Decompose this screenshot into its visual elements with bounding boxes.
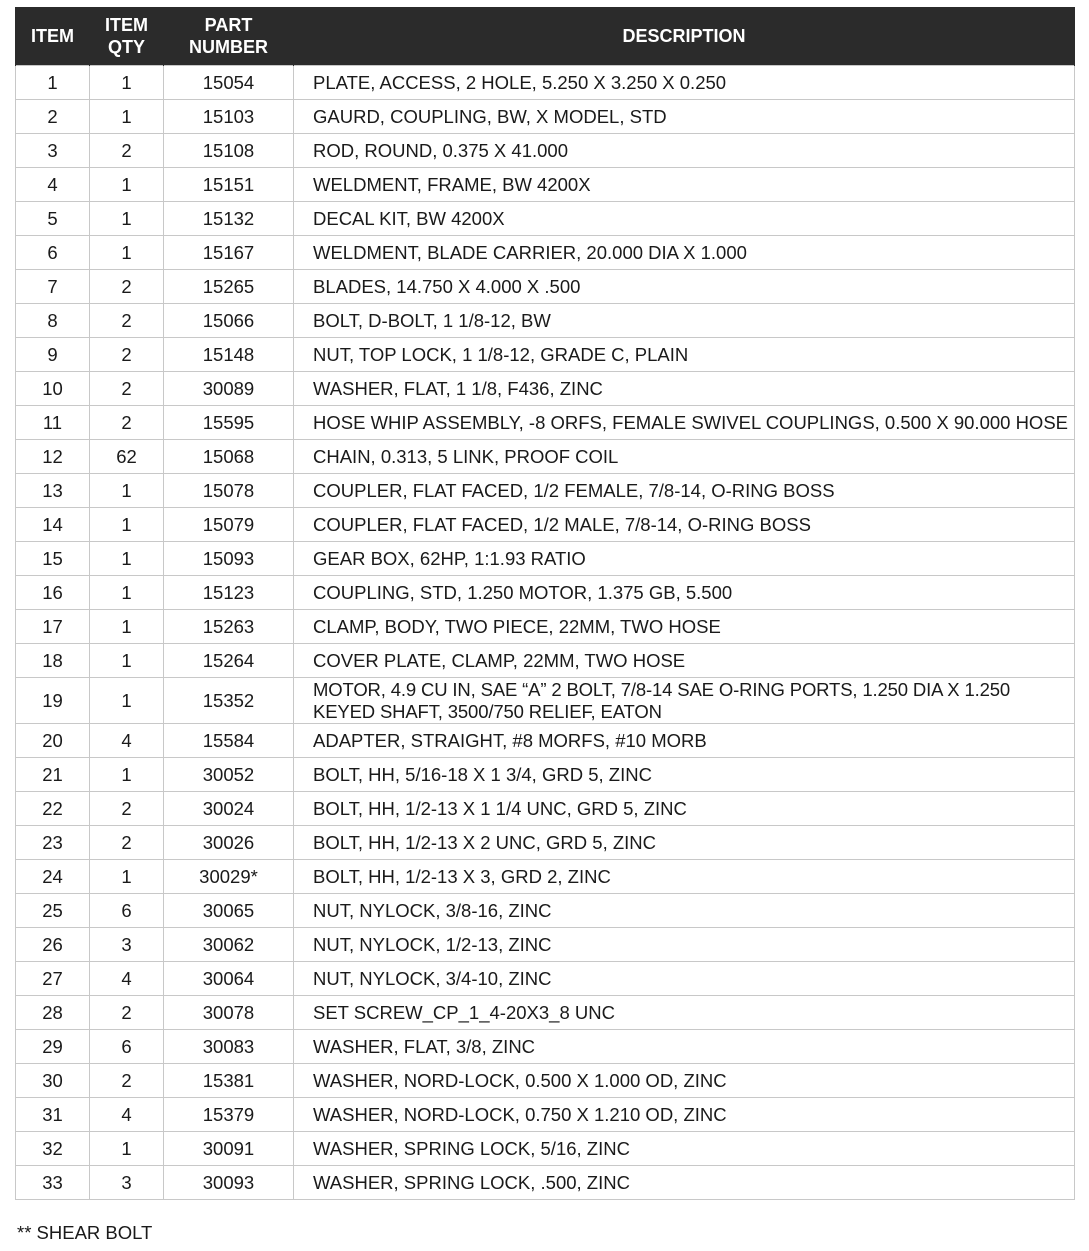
description-cell: COUPLER, FLAT FACED, 1/2 MALE, 7/8-14, O-RING BOSS (294, 508, 1075, 542)
table-row (16, 724, 1075, 758)
item-qty-cell: 1 (90, 474, 164, 508)
description-cell: PLATE, ACCESS, 2 HOLE, 5.250 X 3.250 X 0.250 (294, 66, 1075, 100)
item-qty-cell: 1 (90, 202, 164, 236)
part-number-cell: 30026 (164, 826, 294, 860)
item-number-cell: 10 (16, 372, 90, 406)
description-cell: BOLT, HH, 1/2-13 X 1 1/4 UNC, GRD 5, ZINC (294, 792, 1075, 826)
item-number-cell: 25 (16, 894, 90, 928)
item-number-cell: 6 (16, 236, 90, 270)
item-number-cell: 26 (16, 928, 90, 962)
item-qty-cell: 2 (90, 826, 164, 860)
item-qty-cell: 1 (90, 542, 164, 576)
item-number-cell: 21 (16, 758, 90, 792)
part-number-cell: 15066 (164, 304, 294, 338)
description-cell: BOLT, HH, 5/16-18 X 1 3/4, GRD 5, ZINC (294, 758, 1075, 792)
description-cell: WASHER, FLAT, 1 1/8, F436, ZINC (294, 372, 1075, 406)
table-row (16, 1132, 1075, 1166)
description-cell: BOLT, HH, 1/2-13 X 2 UNC, GRD 5, ZINC (294, 826, 1075, 860)
item-number-cell: 14 (16, 508, 90, 542)
description-cell: WASHER, SPRING LOCK, .500, ZINC (294, 1166, 1075, 1200)
footnote: ** SHEAR BOLT (17, 1222, 153, 1243)
item-qty-cell: 1 (90, 236, 164, 270)
part-number-cell: 15167 (164, 236, 294, 270)
description-cell: CLAMP, BODY, TWO PIECE, 22MM, TWO HOSE (294, 610, 1075, 644)
description-cell: WASHER, NORD-LOCK, 0.750 X 1.210 OD, ZINC (294, 1098, 1075, 1132)
header-description: DESCRIPTION (294, 7, 1075, 66)
item-qty-cell: 1 (90, 508, 164, 542)
table-row (16, 826, 1075, 860)
table-row (16, 542, 1075, 576)
item-qty-cell: 2 (90, 270, 164, 304)
part-number-cell: 15151 (164, 168, 294, 202)
table-header (16, 7, 1075, 66)
part-number-cell: 15103 (164, 100, 294, 134)
table-row (16, 372, 1075, 406)
item-qty-cell: 1 (90, 66, 164, 100)
description-cell: WASHER, SPRING LOCK, 5/16, ZINC (294, 1132, 1075, 1166)
item-number-cell: 16 (16, 576, 90, 610)
part-number-cell: 15068 (164, 440, 294, 474)
header-item: ITEM (16, 7, 90, 66)
part-number-cell: 15108 (164, 134, 294, 168)
item-number-cell: 11 (16, 406, 90, 440)
item-number-cell: 20 (16, 724, 90, 758)
part-number-cell: 30093 (164, 1166, 294, 1200)
description-cell: COVER PLATE, CLAMP, 22MM, TWO HOSE (294, 644, 1075, 678)
description-cell: MOTOR, 4.9 CU IN, SAE “A” 2 BOLT, 7/8-14 SAE O-RING PORTS, 1.250 DIA X 1.250 KEYED SHAFT, 3500/750 RELIEF, EATON (294, 678, 1075, 724)
header-part-number: PART NUMBER (164, 7, 294, 66)
item-qty-cell: 3 (90, 1166, 164, 1200)
description-cell: WELDMENT, BLADE CARRIER, 20.000 DIA X 1.000 (294, 236, 1075, 270)
item-qty-cell: 2 (90, 338, 164, 372)
part-number-cell: 15584 (164, 724, 294, 758)
item-number-cell: 24 (16, 860, 90, 894)
table-row (16, 1098, 1075, 1132)
table-row (16, 440, 1075, 474)
item-number-cell: 23 (16, 826, 90, 860)
item-number-cell: 33 (16, 1166, 90, 1200)
table-row (16, 678, 1075, 724)
item-qty-cell: 2 (90, 406, 164, 440)
item-qty-cell: 6 (90, 1030, 164, 1064)
description-cell: HOSE WHIP ASSEMBLY, -8 ORFS, FEMALE SWIVEL COUPLINGS, 0.500 X 90.000 HOSE (294, 406, 1075, 440)
part-number-cell: 15148 (164, 338, 294, 372)
part-number-cell: 15093 (164, 542, 294, 576)
item-qty-cell: 2 (90, 372, 164, 406)
table-row (16, 270, 1075, 304)
description-cell: CHAIN, 0.313, 5 LINK, PROOF COIL (294, 440, 1075, 474)
header-row (16, 7, 1075, 66)
part-number-cell: 15352 (164, 678, 294, 724)
item-qty-cell: 2 (90, 996, 164, 1030)
table-row (16, 1166, 1075, 1200)
part-number-cell: 30065 (164, 894, 294, 928)
item-number-cell: 22 (16, 792, 90, 826)
description-cell: ROD, ROUND, 0.375 X 41.000 (294, 134, 1075, 168)
part-number-cell: 15054 (164, 66, 294, 100)
description-cell: NUT, NYLOCK, 3/4-10, ZINC (294, 962, 1075, 996)
part-number-cell: 15263 (164, 610, 294, 644)
description-cell: DECAL KIT, BW 4200X (294, 202, 1075, 236)
part-number-cell: 15078 (164, 474, 294, 508)
item-qty-cell: 1 (90, 758, 164, 792)
item-qty-cell: 1 (90, 644, 164, 678)
part-number-cell: 30029* (164, 860, 294, 894)
part-number-cell: 30064 (164, 962, 294, 996)
table-row (16, 474, 1075, 508)
table-row (16, 338, 1075, 372)
part-number-cell: 15595 (164, 406, 294, 440)
item-number-cell: 5 (16, 202, 90, 236)
table-row (16, 894, 1075, 928)
item-number-cell: 8 (16, 304, 90, 338)
description-cell: BOLT, D-BOLT, 1 1/8-12, BW (294, 304, 1075, 338)
description-cell: NUT, NYLOCK, 1/2-13, ZINC (294, 928, 1075, 962)
table-row (16, 758, 1075, 792)
part-number-cell: 15264 (164, 644, 294, 678)
item-number-cell: 32 (16, 1132, 90, 1166)
description-cell: GEAR BOX, 62HP, 1:1.93 RATIO (294, 542, 1075, 576)
part-number-cell: 15123 (164, 576, 294, 610)
table-row (16, 304, 1075, 338)
part-number-cell: 30024 (164, 792, 294, 826)
part-number-cell: 30052 (164, 758, 294, 792)
description-cell: WASHER, NORD-LOCK, 0.500 X 1.000 OD, ZINC (294, 1064, 1075, 1098)
description-cell: BLADES, 14.750 X 4.000 X .500 (294, 270, 1075, 304)
part-number-cell: 30062 (164, 928, 294, 962)
item-qty-cell: 6 (90, 894, 164, 928)
table-row (16, 576, 1075, 610)
table-row (16, 202, 1075, 236)
item-qty-cell: 1 (90, 100, 164, 134)
parts-list-table (15, 7, 1075, 1200)
item-number-cell: 31 (16, 1098, 90, 1132)
item-qty-cell: 2 (90, 1064, 164, 1098)
table-row (16, 644, 1075, 678)
table-row (16, 100, 1075, 134)
item-number-cell: 9 (16, 338, 90, 372)
item-number-cell: 13 (16, 474, 90, 508)
item-number-cell: 17 (16, 610, 90, 644)
description-cell: SET SCREW_CP_1_4-20X3_8 UNC (294, 996, 1075, 1030)
table-row (16, 610, 1075, 644)
description-cell: COUPLING, STD, 1.250 MOTOR, 1.375 GB, 5.500 (294, 576, 1075, 610)
part-number-cell: 15132 (164, 202, 294, 236)
item-number-cell: 7 (16, 270, 90, 304)
description-cell: WASHER, FLAT, 3/8, ZINC (294, 1030, 1075, 1064)
item-qty-cell: 1 (90, 860, 164, 894)
item-number-cell: 2 (16, 100, 90, 134)
item-number-cell: 29 (16, 1030, 90, 1064)
description-cell: NUT, NYLOCK, 3/8-16, ZINC (294, 894, 1075, 928)
table-row (16, 406, 1075, 440)
part-number-cell: 30078 (164, 996, 294, 1030)
description-cell: GAURD, COUPLING, BW, X MODEL, STD (294, 100, 1075, 134)
part-number-cell: 15381 (164, 1064, 294, 1098)
table-row (16, 996, 1075, 1030)
item-qty-cell: 4 (90, 724, 164, 758)
part-number-cell: 15379 (164, 1098, 294, 1132)
table-row (16, 134, 1075, 168)
table-row (16, 1064, 1075, 1098)
part-number-cell: 15265 (164, 270, 294, 304)
item-number-cell: 18 (16, 644, 90, 678)
description-cell: WELDMENT, FRAME, BW 4200X (294, 168, 1075, 202)
item-qty-cell: 2 (90, 304, 164, 338)
item-number-cell: 19 (16, 678, 90, 724)
table-row (16, 928, 1075, 962)
item-qty-cell: 1 (90, 168, 164, 202)
item-number-cell: 3 (16, 134, 90, 168)
table-row (16, 508, 1075, 542)
part-number-cell: 30089 (164, 372, 294, 406)
item-qty-cell: 62 (90, 440, 164, 474)
part-number-cell: 30083 (164, 1030, 294, 1064)
item-number-cell: 12 (16, 440, 90, 474)
item-number-cell: 1 (16, 66, 90, 100)
table-body (16, 66, 1075, 1200)
item-number-cell: 28 (16, 996, 90, 1030)
item-qty-cell: 4 (90, 962, 164, 996)
item-qty-cell: 1 (90, 576, 164, 610)
table-row (16, 962, 1075, 996)
table-row (16, 860, 1075, 894)
item-qty-cell: 4 (90, 1098, 164, 1132)
item-qty-cell: 3 (90, 928, 164, 962)
item-qty-cell: 2 (90, 134, 164, 168)
item-qty-cell: 1 (90, 610, 164, 644)
part-number-cell: 30091 (164, 1132, 294, 1166)
item-number-cell: 15 (16, 542, 90, 576)
description-cell: COUPLER, FLAT FACED, 1/2 FEMALE, 7/8-14, O-RING BOSS (294, 474, 1075, 508)
description-cell: NUT, TOP LOCK, 1 1/8-12, GRADE C, PLAIN (294, 338, 1075, 372)
item-qty-cell: 1 (90, 678, 164, 724)
table-row (16, 792, 1075, 826)
table-row (16, 236, 1075, 270)
item-number-cell: 27 (16, 962, 90, 996)
description-cell: BOLT, HH, 1/2-13 X 3, GRD 2, ZINC (294, 860, 1075, 894)
item-qty-cell: 1 (90, 1132, 164, 1166)
part-number-cell: 15079 (164, 508, 294, 542)
item-qty-cell: 2 (90, 792, 164, 826)
description-cell: ADAPTER, STRAIGHT, #8 MORFS, #10 MORB (294, 724, 1075, 758)
table-row (16, 168, 1075, 202)
table-row (16, 66, 1075, 100)
table-row (16, 1030, 1075, 1064)
item-number-cell: 4 (16, 168, 90, 202)
item-number-cell: 30 (16, 1064, 90, 1098)
header-item-qty: ITEM QTY (90, 7, 164, 66)
